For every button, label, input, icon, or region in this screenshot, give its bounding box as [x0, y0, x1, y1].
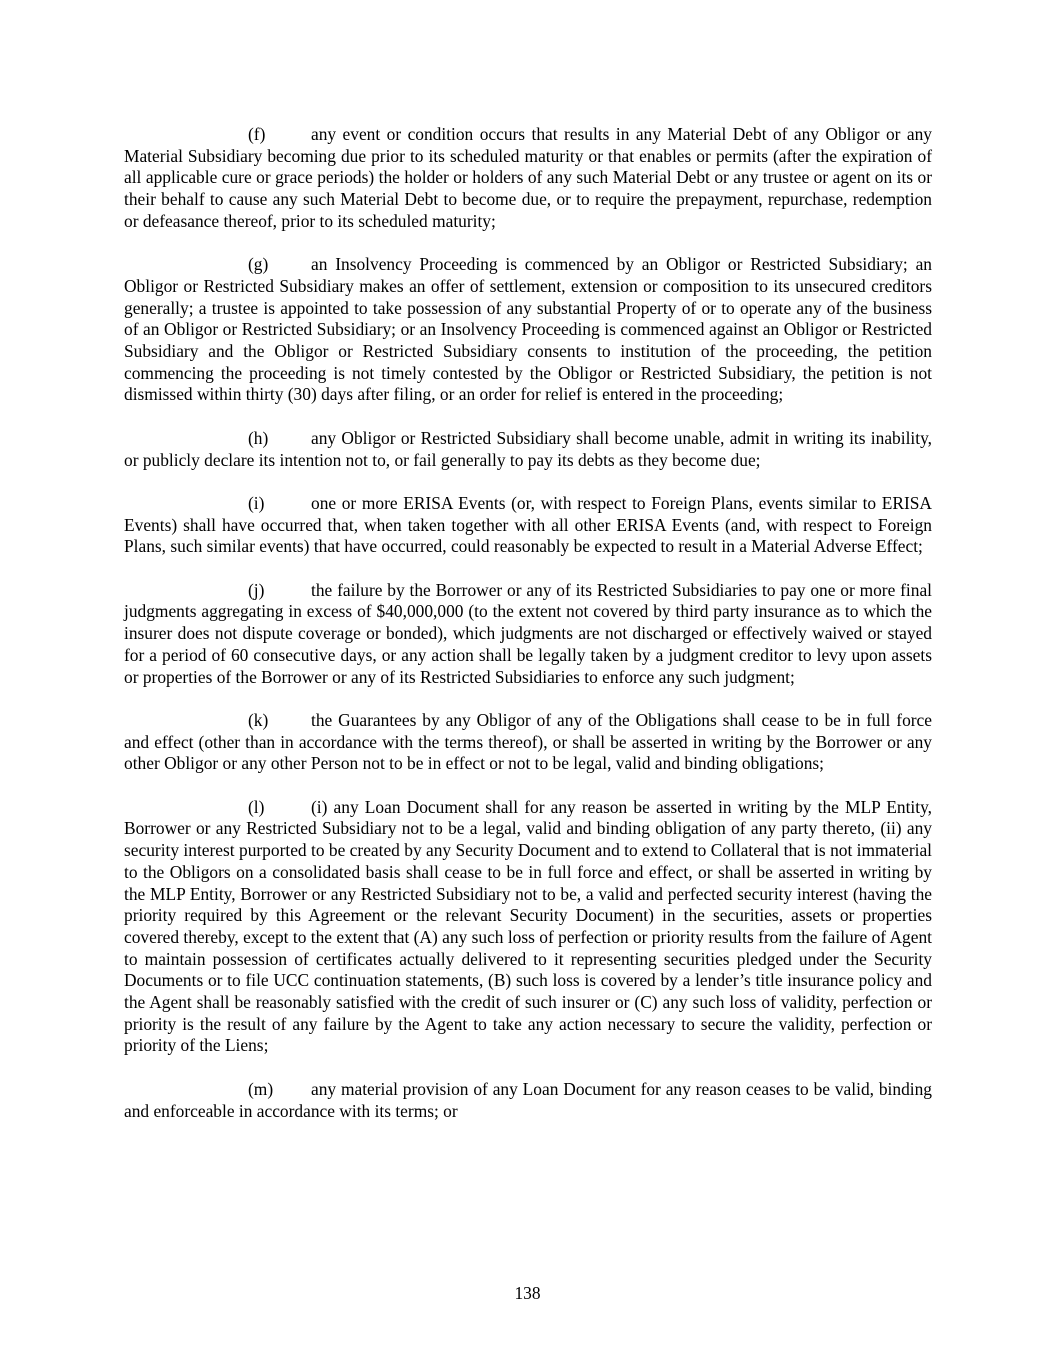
clause-label: (j) — [248, 579, 265, 600]
clause-label: (l) — [248, 796, 265, 817]
document-page — [124, 124, 932, 1144]
clause-m — [124, 1079, 932, 1122]
clause-l — [124, 797, 932, 1057]
clause-k — [124, 710, 932, 775]
clause-i — [124, 493, 932, 558]
clause-text: the Guarantees by any Obligor of any of the Obligations shall cease to be in full force and effect (other than in accordance with the terms thereof), or shall be asserted in writing by the Borrower or any other Obligor or any other Person not to be in effect or not to be legal, valid and binding obligations; — [124, 709, 932, 774]
page-number: 138 — [514, 1283, 541, 1303]
clause-text: one or more ERISA Events (or, with respect to Foreign Plans, events similar to ERISA Events) shall have occurred that, when taken together with all other ERISA Events (and, with respect to Foreign Plans, such similar events) that have occurred, could reasonably be expected to result in a Material Adverse Effect; — [124, 492, 932, 557]
clause-label: (m) — [248, 1078, 274, 1099]
clause-f — [124, 124, 932, 233]
clause-text: an Insolvency Proceeding is commenced by an Obligor or Restricted Subsidiary; an Obligor or Restricted Subsidiary makes an offer of settlement, extension or composition to its unsecured creditors generally; a trustee is appointed to take possession of any substantial Property of or to operate any of the business of an Obligor or Restricted Subsidiary; or an Insolvency Proceeding is commenced against an Obligor or Restricted Subsidiary and the Obligor or Restricted Subsidiary consents to institution of the proceeding, the petition commencing the proceeding is not timely contested by the Obligor or Restricted Subsidiary, the petition is not dismissed within thirty (30) days after filing, or an order for relief is entered in the proceeding; — [124, 254, 932, 405]
clause-label: (h) — [248, 427, 269, 448]
clause-label: (g) — [248, 254, 269, 275]
clause-text: any Obligor or Restricted Subsidiary shall become unable, admit in writing its inability, or publicly declare its intention not to, or fail generally to pay its debts as they become due; — [124, 427, 932, 470]
clause-g — [124, 254, 932, 406]
clause-text: (i) any Loan Document shall for any reason be asserted in writing by the MLP Entity, Borrower or any Restricted Subsidiary not to be a legal, valid and binding obligation of any party thereto, (ii) any security interest purported to be created by any Security Document and to extend to Collateral that is not immaterial to the Obligors on a consolidated basis shall cease to be in full force and effect, or shall be asserted in writing by the MLP Entity, Borrower or any Restricted Subsidiary not to be, a valid and perfected security interest (having the priority required by this Agreement or the relevant Security Document) in the securities, assets or properties covered thereby, except to the extent that (A) any such loss of perfection or priority results from the failure of Agent to maintain possession of certificates actually delivered to it representing securities pledged under the Security Documents or to file UCC continuation statements, (B) such loss is covered by a lender’s title insurance policy and the Agent shall be reasonably satisfied with the credit of such insurer or (C) any such loss of validity, perfection or priority is the result of any failure by the Agent to take any action necessary to secure the validity, perfection or priority of the Liens; — [124, 796, 932, 1056]
clause-j — [124, 580, 932, 689]
clause-text: any event or condition occurs that results in any Material Debt of any Obligor or any Material Subsidiary becoming due prior to its scheduled maturity or that enables or permits (after the expiration of all applicable cure or grace periods) the holder or holders of any such Material Debt or any trustee or agent on its or their behalf to cause any such Material Debt to become due, or to require the prepayment, repurchase, redemption or defeasance thereof, prior to its scheduled maturity; — [124, 124, 932, 231]
clause-text: the failure by the Borrower or any of its Restricted Subsidiaries to pay one or more final judgments aggregating in excess of $40,000,000 (to the extent not covered by third party insurance as to which the insurer does not dispute coverage or bonded), which judgments are not discharged or effectively waived or stayed for a period of 60 consecutive days, or any action shall be legally taken by a judgment creditor to levy upon assets or properties of the Borrower or any of its Restricted Subsidiaries to enforce any such judgment; — [124, 579, 932, 687]
clause-text: any material provision of any Loan Document for any reason ceases to be valid, binding and enforceable in accordance with its terms; or — [124, 1078, 932, 1121]
clause-h — [124, 428, 932, 471]
clause-label: (f) — [248, 124, 266, 144]
clause-label: (i) — [248, 492, 265, 513]
clause-label: (k) — [248, 709, 269, 730]
